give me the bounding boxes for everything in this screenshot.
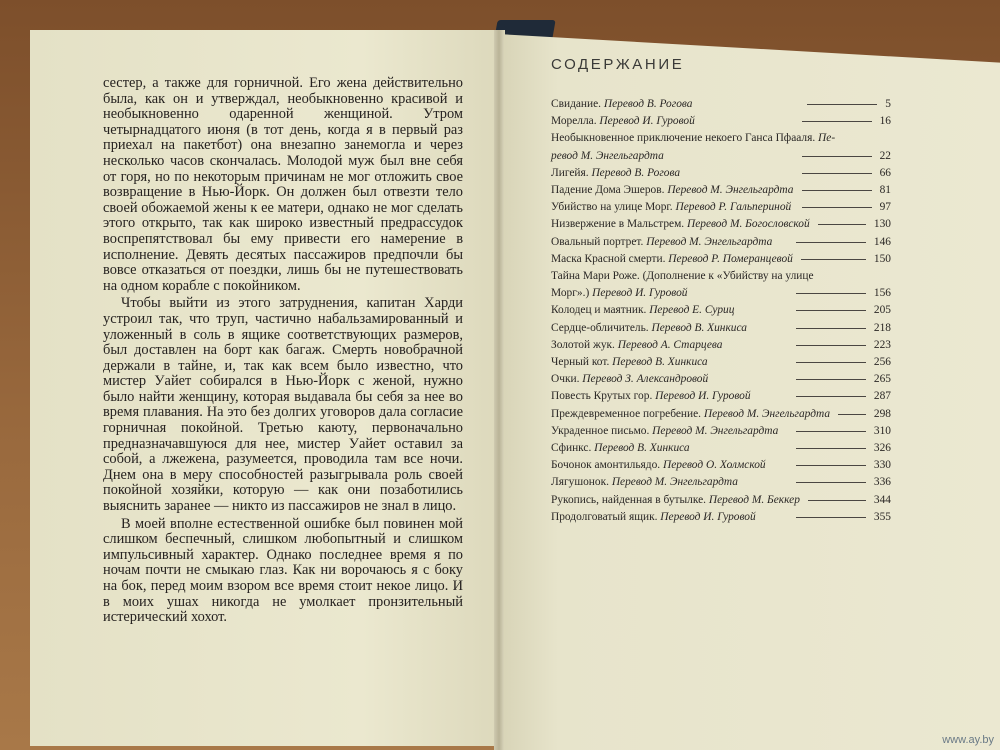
toc-entry	[551, 216, 891, 232]
toc-entry-translator: Перевод М. Энгельгардта	[703, 407, 831, 420]
toc-leader-dash	[796, 293, 866, 294]
toc-entry-text	[551, 337, 723, 353]
toc-entry-page: 130	[873, 218, 891, 231]
toc-entry-title: Тайна Мари Роже. (Дополнение к «Убийству на улице	[551, 270, 814, 282]
toc-entry-page: 146	[873, 235, 891, 248]
toc-leader-dash	[796, 465, 866, 466]
toc-entry-title: Рукопись, найденная в бутылке.	[551, 493, 709, 506]
toc-entry-text	[551, 492, 800, 508]
toc-entry-page: 330	[873, 459, 891, 472]
toc-entry-translator: Перевод О. Холмской	[662, 459, 766, 472]
toc-entry-translator: Перевод И. Гуровой	[660, 510, 756, 523]
toc-entry	[551, 388, 891, 404]
toc-entry-title: Низвержение в Мальстрем.	[551, 218, 687, 231]
toc-leader-dash	[807, 104, 877, 105]
toc-entry-title: Морг».)	[551, 287, 593, 300]
toc-entry-translator: Перевод В. Хинкиса	[594, 442, 690, 454]
toc-entry-text	[551, 354, 708, 370]
toc-entry-text	[551, 371, 708, 387]
toc-entry-text	[551, 406, 830, 422]
toc-entry-page: 16	[879, 115, 891, 128]
toc-entry-title: Продолговатый ящик.	[551, 510, 661, 523]
toc-entry-title: Маска Красной смерти.	[551, 252, 669, 265]
toc-entry	[551, 423, 891, 439]
toc-entry-text	[551, 148, 664, 164]
toc-entry-text	[551, 251, 793, 267]
toc-leader-dash	[802, 156, 872, 157]
toc-entry-text	[551, 285, 687, 301]
toc-entry	[551, 492, 891, 508]
toc-entry-title: Морелла.	[551, 115, 600, 128]
toc-entry-translator: Перевод М. Энгельгардта	[667, 184, 794, 196]
toc-entry	[551, 182, 891, 198]
toc-entry-text	[551, 423, 778, 439]
toc-leader-dash	[796, 396, 866, 397]
toc-leader-dash	[796, 517, 866, 518]
toc-entry-text	[551, 302, 734, 318]
toc-entry-title: Убийство на улице Морг.	[551, 201, 676, 214]
toc-entry-title: Падение Дома Эшеров.	[551, 184, 668, 196]
toc-leader-dash	[796, 431, 866, 432]
toc-entry-title: Украденное письмо.	[551, 424, 653, 437]
toc-leader-dash	[838, 414, 866, 415]
toc-entry-title: Овальный портрет.	[551, 235, 647, 248]
toc-entry	[551, 165, 891, 181]
toc-leader-dash	[796, 362, 866, 363]
toc-entry-text	[551, 182, 793, 198]
toc-entry	[551, 320, 891, 336]
toc-entry	[551, 113, 891, 129]
book-gutter	[494, 30, 504, 750]
toc-entry-text	[551, 509, 756, 525]
toc-entry-text	[551, 96, 692, 112]
toc-entry-translator: Перевод В. Рогова	[591, 166, 681, 179]
toc-entry-translator: Перевод Р. Померанцевой	[668, 252, 793, 265]
toc-entry	[551, 457, 891, 473]
toc-entry-page: 81	[879, 184, 891, 196]
toc-entry-page: 256	[873, 356, 891, 368]
toc-entry-translator: Перевод А. Старцева	[617, 338, 723, 351]
toc-entry-title: Лигейя.	[551, 166, 592, 179]
toc-entry-translator: ревод М. Энгельгардта	[551, 149, 664, 162]
toc-entry-translator: Перевод В. Рогова	[603, 98, 693, 110]
toc-entry-translator: Перевод М. Энгельгардта	[611, 476, 738, 489]
toc-entry-translator: Перевод И. Гуровой	[592, 287, 688, 300]
toc-entry-page: 336	[873, 476, 891, 489]
toc-entry-title: Бочонок амонтильядо.	[551, 459, 663, 472]
toc-entry-translator: Перевод М. Беккер	[708, 493, 800, 506]
toc-leader-dash	[796, 379, 866, 380]
toc-entry-title: Лягушонок.	[551, 476, 612, 489]
toc-entry	[551, 130, 891, 146]
toc-heading: СОДЕРЖАНИЕ	[551, 56, 685, 73]
toc-leader-dash	[796, 310, 866, 311]
toc-entry-title: Сфинкс.	[551, 442, 595, 454]
toc-leader-dash	[796, 345, 866, 346]
toc-entry-translator: Перевод З. Александровой	[582, 373, 709, 386]
paragraph: сестер, а также для горничной. Его жена действительно была, как он и утверждал, необыкновенно красивой и необыкновенно одаренной женщиной. Утром четырнадцатого июня (в тот день, когда я в первый раз приехал на пакетбот) она внезапно занемогла и через несколько часов скончалась. Молодой муж был вне себя от горя, но по некоторым причинам не мог отложить свое возвращение в Нью-Йорк. Он должен был отвезти тело своей обожаемой жены к ее матери, однако не мог сделать этого открыто, так как широко известный предрассудок воспрепятствовал бы ему привести его намерение в исполнение. Девять десятых пассажиров предпочли бы вовсе отказаться от поездки, лишь бы не путешествовать на одном корабле с покойником.	[103, 75, 463, 294]
toc-leader-dash	[796, 242, 866, 243]
toc-entry-title: Свидание.	[551, 98, 604, 110]
toc-entry	[551, 354, 891, 370]
toc-entry-translator: Перевод М. Энгельгардта	[652, 424, 779, 437]
toc-entry-title: Золотой жук.	[551, 338, 618, 351]
left-page-text	[103, 76, 463, 626]
toc-entry	[551, 302, 891, 318]
toc-leader-dash	[808, 500, 866, 501]
toc-entry-page: 97	[879, 201, 891, 214]
toc-leader-dash	[801, 259, 866, 260]
toc-entry	[551, 285, 891, 301]
toc-entry-text	[551, 320, 747, 336]
toc-entry-title: Колодец и маятник.	[551, 304, 650, 317]
toc-entry-translator: Перевод В. Хинкиса	[612, 356, 708, 368]
toc-entry-translator: Перевод И. Гуровой	[655, 390, 751, 403]
toc-entry-translator: Перевод М. Энгельгардта	[646, 235, 773, 248]
toc-entry	[551, 96, 891, 112]
toc-entry-text	[551, 234, 772, 250]
watermark: www.ay.by	[942, 734, 994, 746]
toc-entry-title: Черный кот.	[551, 356, 613, 368]
toc-leader-dash	[802, 190, 872, 191]
toc-entry-translator: Перевод Е. Суриц	[649, 304, 735, 317]
toc-entry-page: 355	[873, 510, 891, 523]
toc-leader-dash	[818, 224, 866, 225]
toc-entry-text	[551, 199, 791, 215]
toc-leader-dash	[796, 448, 866, 449]
toc-entry	[551, 440, 891, 456]
toc-leader-dash	[802, 207, 872, 208]
toc-entry	[551, 509, 891, 525]
toc-entry-page: 22	[879, 149, 891, 162]
toc-entry-text	[551, 165, 680, 181]
toc-entry-page: 310	[873, 424, 891, 437]
toc-leader-dash	[796, 482, 866, 483]
toc-entry-text	[551, 440, 690, 456]
toc-entry-title: Необыкновенное приключение некоего Ганса Пфааля.	[551, 132, 819, 145]
toc-entry	[551, 337, 891, 353]
toc-entry-text	[551, 474, 738, 490]
toc-entry-translator: Перевод В. Хинкиса	[651, 321, 747, 334]
toc-leader-dash	[802, 173, 872, 174]
toc-entry-title: Преждевременное погребение.	[551, 407, 704, 420]
toc-entry	[551, 251, 891, 267]
toc-entry-page: 298	[873, 407, 891, 420]
toc-entry	[551, 234, 891, 250]
toc-entry-page: 156	[873, 287, 891, 300]
toc-leader-dash	[796, 328, 866, 329]
toc-entry-text	[551, 113, 695, 129]
toc-leader-dash	[802, 121, 872, 122]
toc-entry-page: 223	[873, 338, 891, 351]
paragraph: В моей вполне естественной ошибке был повинен мой слишком беспечный, слишком любопытный и слишком импульсивный характер. Однако последнее время я по ночам почти не смыкаю глаз. Как ни ворочаюсь я с боку на бок, перед моим взором все время стоит некое лицо. И в моих ушах никогда не умолкает пронзительный истерический хохот.	[103, 515, 463, 626]
toc-entry	[551, 199, 891, 215]
toc-entry-page: 218	[873, 321, 891, 334]
toc-entry-translator: Перевод И. Гуровой	[599, 115, 695, 128]
paragraph: Чтобы выйти из этого затруднения, капитан Харди устроил так, что труп, частично набальзамированный и уложенный в соль в ящике соответствующих размеров, был доставлен на борт как багаж. Смерть новобрачной держали в тайне, и, так как всем было известно, что мистер Уайет собирался в Нью-Йорк с женой, нужно было найти женщину, которая выдавала бы себя за нее во время плавания. На это без долгих уговоров дала согласие горничная покойной. Третью каюту, первоначально предназначавшуюся для нее, мистер Уайет оставил за собой, а лжежена, разумеется, проводила там все ночи. Днем она в меру способностей разыгрывала роль своей покойной хозяйки, которую — как они позаботились выяснить заранее — никто из пассажиров не знал в лицо.	[103, 295, 463, 515]
toc-entry	[551, 371, 891, 387]
toc-entry-title: Повесть Крутых гор.	[551, 390, 656, 403]
toc-entry-title: Сердце-обличитель.	[551, 321, 652, 334]
toc-entry-translator: Перевод Р. Гальпериной	[675, 201, 792, 214]
toc-entry-text	[551, 268, 814, 284]
toc-entry-text	[551, 216, 810, 232]
toc-entry-page: 66	[879, 166, 891, 179]
toc-entry-text	[551, 130, 835, 146]
toc-entry-text	[551, 457, 766, 473]
toc-entry-page: 287	[873, 390, 891, 403]
toc-entry-translator: Перевод М. Богословской	[686, 218, 810, 231]
toc-entry-page: 205	[873, 304, 891, 317]
toc-entry-page: 150	[873, 252, 891, 265]
toc-entry	[551, 474, 891, 490]
toc-entry	[551, 148, 891, 164]
toc-entry-page: 5	[885, 98, 891, 110]
toc-entry	[551, 268, 891, 284]
toc-entry-text	[551, 388, 751, 404]
toc-entry-page: 326	[873, 442, 891, 454]
toc-entry-page: 265	[873, 373, 891, 386]
toc-entry-translator: Пе-	[818, 132, 836, 145]
toc-entry	[551, 406, 891, 422]
toc-entry-title: Очки.	[551, 373, 583, 386]
toc-entry-page: 344	[873, 493, 891, 506]
